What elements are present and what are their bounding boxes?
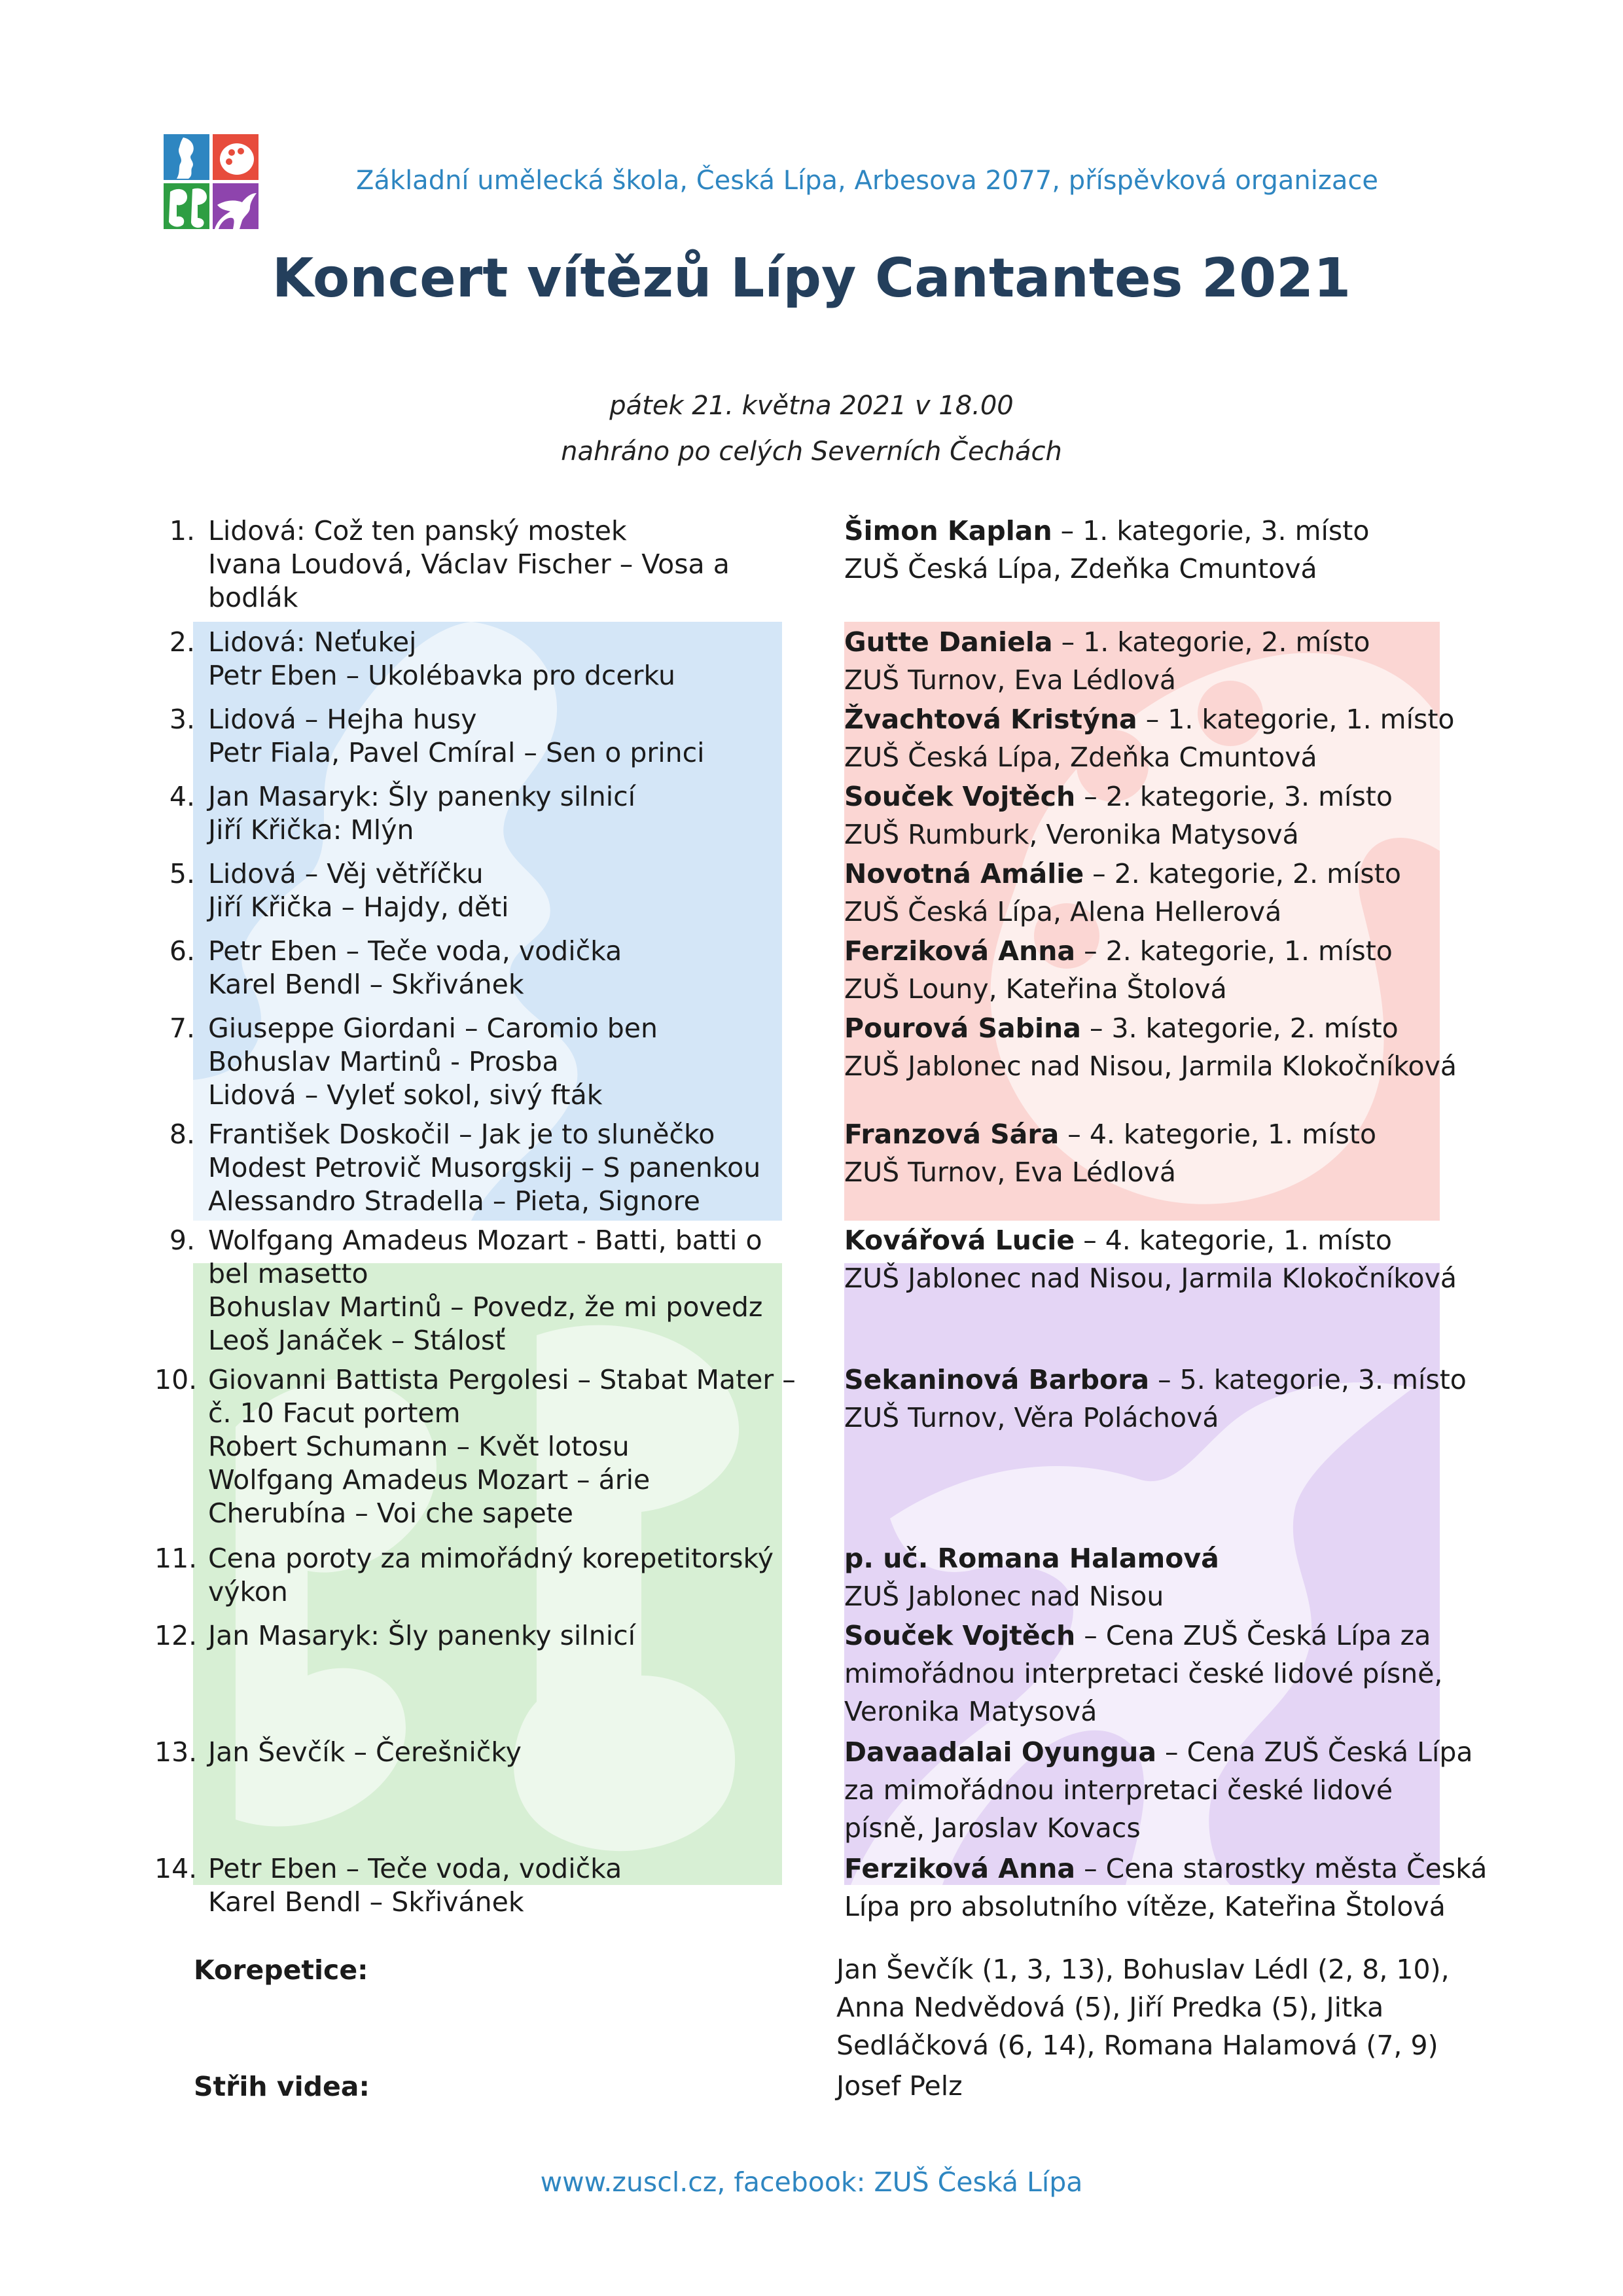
item-pieces: [208, 857, 509, 924]
piece-line: bodlák: [208, 582, 298, 613]
piece-line: Petr Fiala, Pavel Cmíral – Sen o princi: [208, 737, 705, 768]
performer-entry: [844, 623, 1370, 699]
piece-line: č. 10 Facut portem: [208, 1397, 461, 1429]
performer-entry: [844, 700, 1455, 776]
performer-entry: [844, 778, 1393, 853]
performer-name: Ferziková Anna: [844, 1853, 1076, 1884]
performer-entry: [844, 932, 1393, 1008]
piece-line: Cherubína – Voi che sapete: [208, 1498, 573, 1529]
performer-school: ZUŠ Česká Lípa, Zdeňka Cmuntová: [844, 742, 1317, 773]
performer-category: – 2. kategorie, 3. místo: [1075, 781, 1393, 812]
performer-category: – 2. kategorie, 2. místo: [1084, 858, 1401, 889]
performer-entry: [844, 1009, 1457, 1085]
item-pieces: [208, 1736, 522, 1769]
page-title: Koncert vítězů Lípy Cantantes 2021: [272, 247, 1351, 310]
performer-entry: [844, 855, 1401, 931]
piece-line: Leoš Janáček – Stálosť: [208, 1325, 506, 1356]
piece-line: Lidová: Neťukej: [208, 626, 417, 658]
korepetice-value: [836, 1950, 1450, 2064]
item-pieces: [208, 935, 622, 1001]
item-pieces: [208, 626, 675, 692]
performer-name: Gutte Daniela: [844, 626, 1053, 658]
recorded-line: nahráno po celých Severních Čechách: [561, 437, 1062, 467]
school-header: Základní umělecká škola, Česká Lípa, Arbesova 2077, příspěvková organizace: [355, 166, 1378, 196]
korepetice-line: Sedláčková (6, 14), Romana Halamová (7, 9): [836, 2030, 1438, 2061]
item-pieces: [208, 1012, 658, 1112]
performer-category: – 1. kategorie, 3. místo: [1052, 515, 1370, 547]
performer-note: písně, Jaroslav Kovacs: [844, 1812, 1141, 1844]
performer-school: ZUŠ Turnov, Věra Poláchová: [844, 1402, 1219, 1433]
performer-school: ZUŠ Jablonec nad Nisou: [844, 1581, 1164, 1612]
item-pieces: [208, 1363, 796, 1530]
korepetice-line: Jan Ševčík (1, 3, 13), Bohuslav Lédl (2, 8, 10),: [836, 1954, 1450, 1985]
performer-category: – 5. kategorie, 3. místo: [1149, 1364, 1467, 1395]
strih-label: Střih videa:: [194, 2071, 370, 2102]
item-number: 2.: [169, 626, 195, 658]
piece-line: Ivana Loudová, Václav Fischer – Vosa a: [208, 548, 730, 580]
performer-school: ZUŠ Česká Lípa, Alena Hellerová: [844, 896, 1282, 927]
item-number: 1.: [169, 515, 195, 547]
piece-line: Cena poroty za mimořádný korepetitorský: [208, 1543, 774, 1574]
performer-category: – 1. kategorie, 1. místo: [1137, 704, 1455, 735]
performer-entry: [844, 1115, 1376, 1191]
item-pieces: [208, 514, 730, 615]
piece-line: výkon: [208, 1576, 288, 1607]
performer-name: Žvachtová Kristýna: [844, 704, 1137, 735]
performer-entry: [844, 1617, 1442, 1731]
item-pieces: [208, 780, 635, 847]
piece-line: Alessandro Stradella – Pieta, Signore: [208, 1185, 700, 1217]
piece-line: Wolfgang Amadeus Mozart – árie: [208, 1464, 651, 1496]
performer-category: – 4. kategorie, 1. místo: [1075, 1225, 1392, 1256]
piece-line: Petr Eben – Teče voda, vodička: [208, 935, 622, 967]
piece-line: bel masetto: [208, 1258, 368, 1289]
item-pieces: [208, 1542, 774, 1609]
performer-category: – 1. kategorie, 2. místo: [1052, 626, 1370, 658]
item-pieces: [208, 1619, 635, 1653]
piece-line: Jiří Křička: Mlýn: [208, 814, 414, 846]
performer-entry: [844, 1733, 1473, 1847]
piece-line: Bohuslav Martinů - Prosba: [208, 1046, 559, 1077]
performer-school: ZUŠ Jablonec nad Nisou, Jarmila Klokočníková: [844, 1050, 1457, 1082]
performer-name: p. uč. Romana Halamová: [844, 1543, 1219, 1574]
item-pieces: [208, 1118, 760, 1218]
performer-entry: [844, 1539, 1219, 1615]
item-number: 7.: [169, 1013, 195, 1044]
item-pieces: [208, 703, 705, 770]
date-line: pátek 21. května 2021 v 18.00: [609, 391, 1014, 421]
item-pieces: [208, 1224, 762, 1357]
piece-line: Lidová – Vyleť sokol, sivý fták: [208, 1079, 603, 1111]
performer-entry: [844, 1850, 1487, 1926]
performer-school: ZUŠ Jablonec nad Nisou, Jarmila Klokočníková: [844, 1263, 1457, 1294]
performer-category: – 2. kategorie, 1. místo: [1075, 935, 1393, 967]
piece-line: František Doskočil – Jak je to sluněčko: [208, 1119, 715, 1150]
performer-school: ZUŠ Turnov, Eva Lédlová: [844, 664, 1177, 696]
piece-line: Petr Eben – Ukolébavka pro dcerku: [208, 660, 675, 691]
item-number: 4.: [169, 781, 195, 812]
piece-line: Jan Ševčík – Čerešničky: [208, 1736, 522, 1768]
piece-line: Karel Bendl – Skřivánek: [208, 1886, 524, 1918]
performer-name: Davaadalai Oyungua: [844, 1736, 1156, 1768]
performer-note: za mimořádnou interpretaci české lidové: [844, 1774, 1393, 1806]
performer-school: ZUŠ Turnov, Eva Lédlová: [844, 1157, 1177, 1188]
piece-line: Karel Bendl – Skřivánek: [208, 969, 524, 1000]
item-number: 11.: [154, 1543, 198, 1574]
performer-name: Souček Vojtěch: [844, 781, 1076, 812]
footer-links[interactable]: www.zuscl.cz, facebook: ZUŠ Česká Lípa: [540, 2166, 1083, 2198]
performer-note: mimořádnou interpretaci české lidové písně,: [844, 1658, 1443, 1689]
performer-category: – 4. kategorie, 1. místo: [1059, 1119, 1377, 1150]
performer-note: Veronika Matysová: [844, 1696, 1097, 1727]
piece-line: Lidová: Což ten panský mostek: [208, 515, 627, 547]
piece-line: Wolfgang Amadeus Mozart - Batti, batti o: [208, 1225, 762, 1256]
item-number: 6.: [169, 935, 195, 967]
performer-name: Souček Vojtěch: [844, 1620, 1076, 1651]
piece-line: Giovanni Battista Pergolesi – Stabat Mater –: [208, 1364, 796, 1395]
performer-category: – Cena starostky města Česká: [1075, 1853, 1488, 1884]
piece-line: Lidová – Věj větříčku: [208, 858, 484, 889]
korepetice-line: Anna Nedvědová (5), Jiří Predka (5), Jitka: [836, 1992, 1384, 2023]
item-number: 5.: [169, 858, 195, 889]
item-number: 3.: [169, 704, 195, 735]
korepetice-label: Korepetice:: [194, 1954, 368, 1986]
strih-value: Josef Pelz: [836, 2070, 963, 2102]
performer-name: Ferziková Anna: [844, 935, 1076, 967]
piece-line: Jan Masaryk: Šly panenky silnicí: [208, 1620, 636, 1651]
performer-name: Novotná Amálie: [844, 858, 1084, 889]
piece-line: Robert Schumann – Květ lotosu: [208, 1431, 630, 1462]
performer-school: ZUŠ Česká Lípa, Zdeňka Cmuntová: [844, 553, 1317, 584]
piece-line: Lidová – Hejha husy: [208, 704, 477, 735]
item-number: 12.: [154, 1620, 198, 1651]
piece-line: Jiří Křička – Hajdy, děti: [208, 891, 509, 923]
performer-entry: [844, 512, 1369, 588]
performer-name: Kovářová Lucie: [844, 1225, 1075, 1256]
item-pieces: [208, 1852, 622, 1919]
item-number: 14.: [154, 1853, 198, 1884]
performer-category: – 3. kategorie, 2. místo: [1080, 1013, 1399, 1044]
piece-line: Petr Eben – Teče voda, vodička: [208, 1853, 622, 1884]
performer-entry: [844, 1361, 1467, 1437]
piece-line: Bohuslav Martinů – Povedz, že mi povedz: [208, 1291, 763, 1323]
item-number: 8.: [169, 1119, 195, 1150]
performer-name: Šimon Kaplan: [844, 515, 1052, 547]
performer-name: Sekaninová Barbora: [844, 1364, 1150, 1395]
performer-category: – Cena ZUŠ Česká Lípa: [1156, 1736, 1473, 1768]
performer-name: Pourová Sabina: [844, 1013, 1081, 1044]
piece-line: Jan Masaryk: Šly panenky silnicí: [208, 781, 636, 812]
piece-line: Giuseppe Giordani – Caromio ben: [208, 1013, 658, 1044]
piece-line: Modest Petrovič Musorgskij – S panenkou: [208, 1152, 761, 1183]
performer-category: – Cena ZUŠ Česká Lípa za: [1075, 1620, 1431, 1651]
item-number: 10.: [154, 1364, 198, 1395]
performer-school: ZUŠ Louny, Kateřina Štolová: [844, 973, 1227, 1005]
performer-name: Franzová Sára: [844, 1119, 1060, 1150]
performer-school: ZUŠ Rumburk, Veronika Matysová: [844, 819, 1299, 850]
item-number: 13.: [154, 1736, 198, 1768]
performer-note: Lípa pro absolutního vítěze, Kateřina Štolová: [844, 1891, 1446, 1922]
item-number: 9.: [169, 1225, 195, 1256]
performer-entry: [844, 1221, 1457, 1297]
